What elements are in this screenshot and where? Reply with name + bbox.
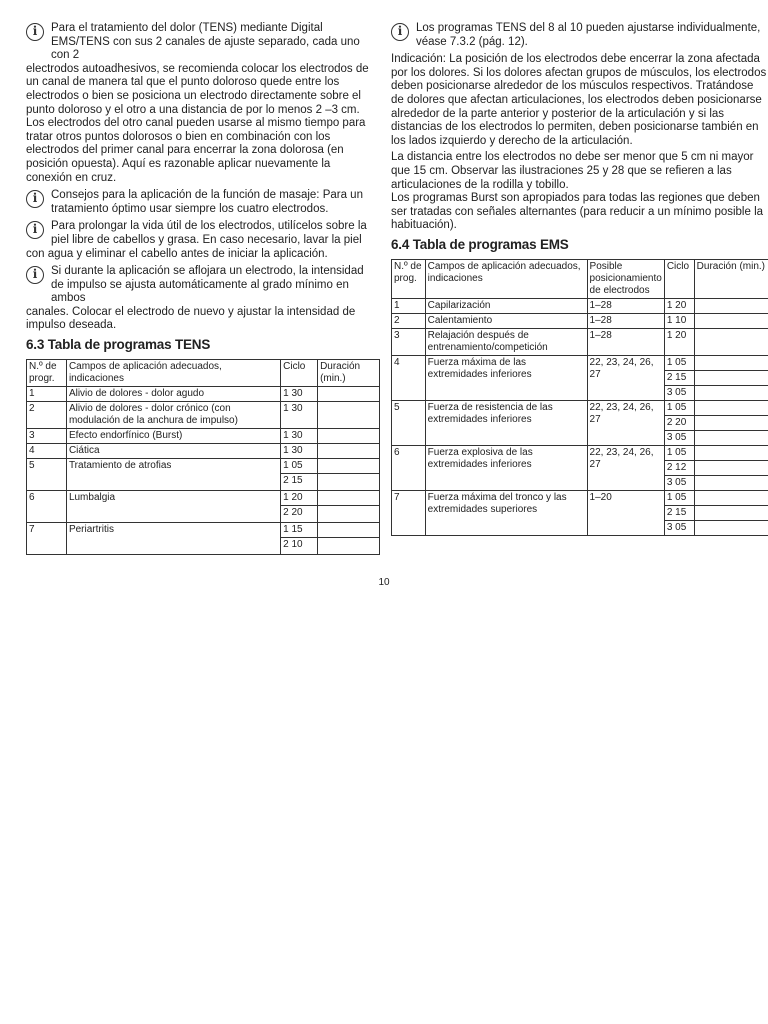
cell-cycle: 2 15 [664,505,694,520]
cell-duration [694,370,768,385]
cell-cycle: 2 20 [281,505,318,522]
cell-cycle: 2 12 [664,460,694,475]
info-icon: i [26,266,44,284]
cell-fields: Tratamiento de atrofias [66,458,280,490]
header-fields: Campos de aplicación adecuados, indicaciones [425,259,587,298]
cell-electrode-position: 1–28 [587,298,664,313]
cell-duration [694,490,768,505]
cell-prog-number: 2 [27,401,67,428]
info-icon: i [26,190,44,208]
cell-cycle: 3 05 [664,475,694,490]
cell-electrode-position: 22, 23, 24, 26, 27 [587,355,664,400]
ems-program-table [391,259,768,536]
table-row [27,490,380,505]
header-duration: Duración (min.) [694,259,768,298]
table-row [27,386,380,401]
cell-duration [318,428,380,443]
header-duration: Duración (min.) [318,359,380,386]
cell-duration [318,505,380,522]
cell-fields: Alivio de dolores - dolor crónico (con modulación de la anchura de impulso) [66,401,280,428]
table-row [392,490,768,505]
cell-fields: Relajación después de entrenamiento/competición [425,328,587,355]
table-row [392,313,768,328]
cell-cycle: 1 20 [281,490,318,505]
cell-cycle: 1 10 [664,313,694,328]
cell-fields: Fuerza máxima de las extremidades inferiores [425,355,587,400]
cell-duration [694,355,768,370]
cell-prog-number: 3 [27,428,67,443]
info-icon: i [26,221,44,239]
cell-cycle: 1 30 [281,443,318,458]
cell-duration [694,475,768,490]
cell-cycle: 3 05 [664,385,694,400]
cell-duration [694,298,768,313]
cell-cycle: 1 30 [281,428,318,443]
cell-cycle: 1 05 [281,458,318,473]
cell-duration [694,400,768,415]
header-cycle: Ciclo [281,359,318,386]
table-row [392,400,768,415]
cell-duration [318,473,380,490]
cell-cycle: 1 30 [281,386,318,401]
info-icon: i [391,23,409,41]
tens-table-title: 6.3 Tabla de programas TENS [26,337,211,353]
cell-electrode-position: 1–28 [587,328,664,355]
header-cycle: Ciclo [664,259,694,298]
cell-cycle: 2 10 [281,537,318,554]
cell-prog-number: 7 [392,490,426,535]
cell-fields: Calentamiento [425,313,587,328]
table-row [27,401,380,428]
cell-fields: Capilarización [425,298,587,313]
cell-cycle: 1 20 [664,328,694,355]
electrode-care-note: i Para prolongar la vida útil de los electrodos, utilícelos sobre la piel libre de cabellos y grasa. En caso necesario, lavar la piel con agua y eliminar el cabello antes de iniciar la aplicación. [26,220,367,260]
header-prog-number: N.º de progr. [27,359,67,386]
cell-cycle: 1 05 [664,445,694,460]
cell-prog-number: 1 [392,298,426,313]
cell-prog-number: 2 [392,313,426,328]
cell-duration [694,445,768,460]
tens-note-electrodes: i Para el tratamiento del dolor (TENS) mediante Digital EMS/TENS con sus 2 canales de ajuste separado, cada uno con 2 electrodos autoadhesivos, se recomienda colocar los electrodos de un canal de manera tal que el punto doloroso quede entre los electrodos o bien se posiciona un electrodo directamente sobre el punto doloroso y el otro a una distancia de por lo menos 2 –3 cm. Los electrodos del otro canal pueden usarse al mismo tiempo para tratar otros puntos dolorosos o bien en combinación con los electrodos del primer canal para encerrar la zona dolorosa (en posición opuesta). Aquí es razonable aplicar nuevamente la conexión en cruz. [26,22,369,184]
cell-cycle: 1 05 [664,400,694,415]
cell-electrode-position: 1–28 [587,313,664,328]
cell-cycle: 1 05 [664,490,694,505]
cell-fields: Fuerza máxima del tronco y las extremidades superiores [425,490,587,535]
cell-cycle: 2 20 [664,415,694,430]
page-number: 10 [378,577,390,588]
cell-prog-number: 4 [392,355,426,400]
adjustable-programs-note: i Los programas TENS del 8 al 10 pueden ajustarse individualmente, véase 7.3.2 (pág. 12). [391,22,768,49]
cell-prog-number: 1 [27,386,67,401]
cell-duration [318,458,380,473]
cell-fields: Fuerza de resistencia de las extremidades inferiores [425,400,587,445]
cell-duration [318,490,380,505]
right-column [391,22,768,536]
cell-duration [694,415,768,430]
cell-prog-number: 6 [27,490,67,522]
cell-duration [318,537,380,554]
header-prog-number: N.º de prog. [392,259,426,298]
cell-duration [694,385,768,400]
burst-paragraph: Los programas Burst son apropiados para todas las regiones que deben ser tratadas con señales alternantes (para reducir a un mínimo posible la habituación). [391,192,764,232]
table-header-row [27,359,380,386]
table-row [27,443,380,458]
cell-electrode-position: 1–20 [587,490,664,535]
cell-cycle: 1 05 [664,355,694,370]
table-row [27,458,380,473]
cell-fields: Lumbalgia [66,490,280,522]
cell-duration [318,522,380,537]
cell-cycle: 3 05 [664,430,694,445]
table-row [392,445,768,460]
table-header-row [392,259,768,298]
massage-tip-note: i Consejos para la aplicación de la función de masaje: Para un tratamiento óptimo usar siempre los cuatro electrodos. [26,189,378,216]
cell-fields: Periartritis [66,522,280,554]
cell-prog-number: 7 [27,522,67,554]
cell-duration [694,313,768,328]
distance-paragraph: La distancia entre los electrodos no debe ser menor que 5 cm ni mayor que 15 cm. Observar las ilustraciones 25 y 28 que se refieren a las articulaciones de la rodilla y tobillo. [391,151,754,191]
cell-cycle: 1 15 [281,522,318,537]
cell-electrode-position: 22, 23, 24, 26, 27 [587,400,664,445]
cell-prog-number: 4 [27,443,67,458]
cell-duration [318,401,380,428]
cell-prog-number: 5 [27,458,67,490]
ems-table-title: 6.4 Tabla de programas EMS [391,236,569,252]
cell-fields: Ciática [66,443,280,458]
left-column [26,22,378,555]
table-row [392,328,768,355]
cell-fields: Alivio de dolores - dolor agudo [66,386,280,401]
info-icon: i [26,23,44,41]
cell-duration [694,520,768,535]
cell-duration [694,328,768,355]
cell-cycle: 1 20 [664,298,694,313]
cell-cycle: 2 15 [664,370,694,385]
cell-cycle: 3 05 [664,520,694,535]
cell-duration [694,505,768,520]
cell-fields: Fuerza explosiva de las extremidades inferiores [425,445,587,490]
cell-prog-number: 3 [392,328,426,355]
table-row [27,428,380,443]
loose-electrode-note: i Si durante la aplicación se aflojara un electrodo, la intensidad de impulso se ajusta automáticamente al grado mínimo en ambos canales. Colocar el electrodo de nuevo y ajustar la intensidad de impulso deseada. [26,265,364,332]
header-electrode-position: Posible posicionamiento de electrodos [587,259,664,298]
tens-program-table [26,359,380,555]
table-row [392,355,768,370]
cell-duration [318,443,380,458]
cell-cycle: 1 30 [281,401,318,428]
cell-cycle: 2 15 [281,473,318,490]
cell-fields: Efecto endorfínico (Burst) [66,428,280,443]
cell-electrode-position: 22, 23, 24, 26, 27 [587,445,664,490]
cell-prog-number: 6 [392,445,426,490]
cell-duration [694,460,768,475]
table-row [392,298,768,313]
cell-duration [694,430,768,445]
header-fields: Campos de aplicación adecuados, indicaciones [66,359,280,386]
cell-prog-number: 5 [392,400,426,445]
cell-duration [318,386,380,401]
indication-paragraph: Indicación: La posición de los electrodos debe encerrar la zona afectada por los dolores. Si los dolores afectan grupos de músculos, los electrodos deben posicionarse alrededor de los músculos respectivos. Tratándose de dolores que afectan articulaciones, los electrodos deben posicionarse alrededor de la parte anterior y posterior de la articulación y si las distancias de los electrodos lo permiten, deben posicionarse también en los lados izquierdo y derecho de la articulación. [391,53,767,147]
table-row [27,522,380,537]
